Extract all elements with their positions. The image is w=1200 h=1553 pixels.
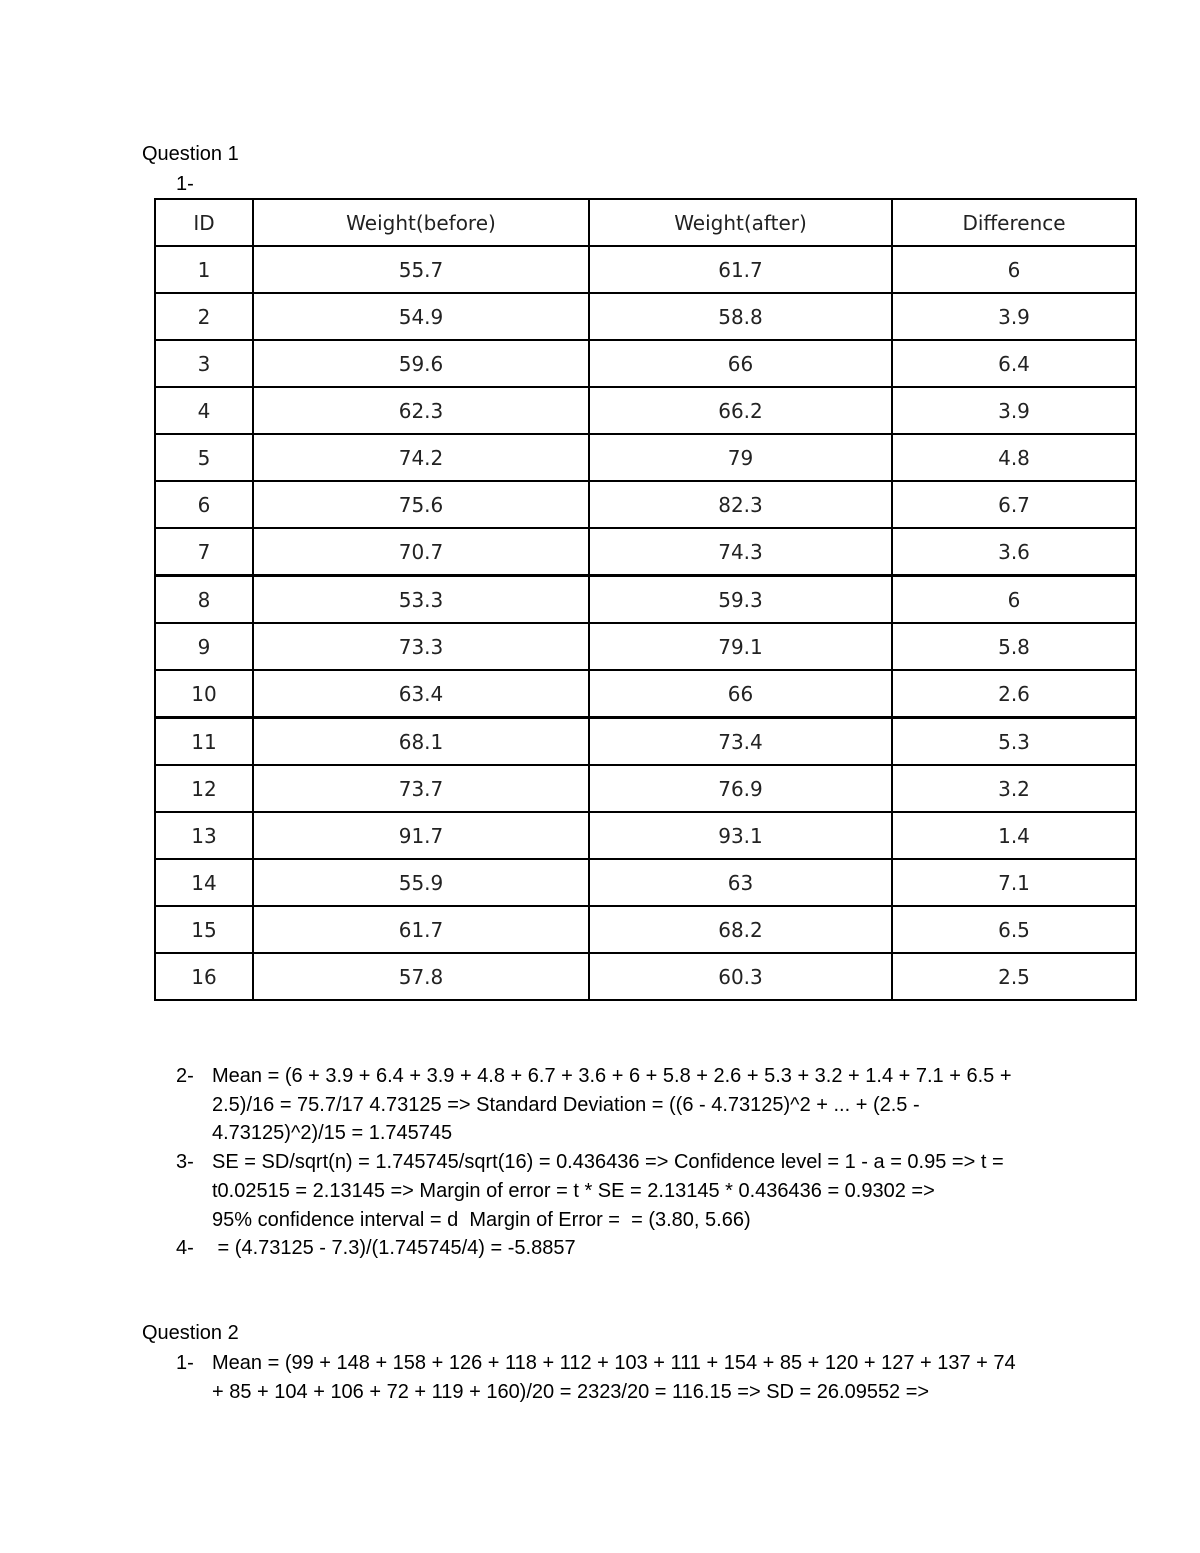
cell-weight-after: 66.2 <box>589 387 892 434</box>
answer-line: Mean = (99 + 148 + 158 + 126 + 118 + 112 + 103 + 111 + 154 + 85 + 120 + 127 + 137 + 74 <box>212 1352 1016 1374</box>
table-row <box>155 340 1136 387</box>
cell-weight-after: 76.9 <box>589 765 892 812</box>
cell-difference: 5.3 <box>892 718 1136 766</box>
table-row <box>155 246 1136 293</box>
weight-table-body <box>155 246 1136 1000</box>
cell-id: 10 <box>155 670 253 718</box>
cell-weight-after: 82.3 <box>589 481 892 528</box>
table-row <box>155 623 1136 670</box>
weight-table-header <box>155 199 1136 246</box>
cell-weight-before: 54.9 <box>253 293 589 340</box>
cell-id: 7 <box>155 528 253 576</box>
cell-weight-before: 75.6 <box>253 481 589 528</box>
cell-weight-after: 58.8 <box>589 293 892 340</box>
cell-id: 9 <box>155 623 253 670</box>
header-weight-after: Weight(after) <box>589 199 892 246</box>
cell-weight-before: 68.1 <box>253 718 589 766</box>
answer-line: 2.5)/16 = 75.7/17 4.73125 => Standard Deviation = ((6 - 4.73125)^2 + ... + (2.5 - <box>212 1093 920 1116</box>
cell-weight-after: 66 <box>589 340 892 387</box>
answer-line: 95% confidence interval = d Margin of Error = = (3.80, 5.66) <box>212 1208 751 1231</box>
cell-id: 13 <box>155 812 253 859</box>
cell-difference: 6.7 <box>892 481 1136 528</box>
answer-item <box>176 1349 1076 1406</box>
answer-line: + 85 + 104 + 106 + 72 + 119 + 160)/20 = 2323/20 = 116.15 => SD = 26.09552 => <box>212 1380 930 1403</box>
answer-number: 1- <box>176 1352 194 1374</box>
cell-id: 3 <box>155 340 253 387</box>
cell-weight-after: 79.1 <box>589 623 892 670</box>
answer-number: 3- <box>176 1151 194 1174</box>
cell-weight-after: 59.3 <box>589 576 892 624</box>
cell-weight-before: 59.6 <box>253 340 589 387</box>
cell-id: 16 <box>155 953 253 1000</box>
table-row <box>155 906 1136 953</box>
cell-difference: 6.4 <box>892 340 1136 387</box>
cell-id: 14 <box>155 859 253 906</box>
question-1-part-1-label: 1- <box>176 173 194 195</box>
cell-weight-after: 66 <box>589 670 892 718</box>
weight-table <box>154 198 1137 1001</box>
question-1-answers <box>176 1062 1076 1263</box>
cell-weight-before: 62.3 <box>253 387 589 434</box>
cell-id: 2 <box>155 293 253 340</box>
table-row <box>155 528 1136 576</box>
answer-line: = (4.73125 - 7.3)/(1.745745/4) = -5.8857 <box>212 1237 576 1260</box>
cell-difference: 6 <box>892 576 1136 624</box>
table-row <box>155 293 1136 340</box>
answer-number: 2- <box>176 1065 194 1087</box>
cell-weight-before: 63.4 <box>253 670 589 718</box>
table-row <box>155 434 1136 481</box>
cell-weight-after: 93.1 <box>589 812 892 859</box>
cell-difference: 6.5 <box>892 906 1136 953</box>
cell-weight-before: 73.7 <box>253 765 589 812</box>
cell-weight-before: 70.7 <box>253 528 589 576</box>
cell-difference: 5.8 <box>892 623 1136 670</box>
question-2-heading: Question 2 <box>142 1322 239 1344</box>
answer-item <box>176 1062 1076 1148</box>
table-row <box>155 670 1136 718</box>
cell-weight-before: 53.3 <box>253 576 589 624</box>
cell-difference: 3.9 <box>892 293 1136 340</box>
table-row <box>155 765 1136 812</box>
cell-weight-after: 73.4 <box>589 718 892 766</box>
header-weight-before: Weight(before) <box>253 199 589 246</box>
cell-difference: 3.6 <box>892 528 1136 576</box>
answer-line: t0.02515 = 2.13145 => Margin of error = t * SE = 2.13145 * 0.436436 = 0.9302 => <box>212 1179 935 1202</box>
cell-difference: 4.8 <box>892 434 1136 481</box>
table-row <box>155 718 1136 766</box>
table-row <box>155 859 1136 906</box>
cell-weight-before: 91.7 <box>253 812 589 859</box>
cell-id: 12 <box>155 765 253 812</box>
table-header-row <box>155 199 1136 246</box>
cell-id: 15 <box>155 906 253 953</box>
cell-difference: 3.2 <box>892 765 1136 812</box>
cell-weight-after: 63 <box>589 859 892 906</box>
answer-line: 4.73125)^2)/15 = 1.745745 <box>212 1122 453 1145</box>
answer-line: Mean = (6 + 3.9 + 6.4 + 3.9 + 4.8 + 6.7 + 3.6 + 6 + 5.8 + 2.6 + 5.3 + 3.2 + 1.4 + 7.1 + 6.5 + <box>212 1065 1012 1087</box>
table-row <box>155 953 1136 1000</box>
header-difference: Difference <box>892 199 1136 246</box>
cell-difference: 1.4 <box>892 812 1136 859</box>
cell-id: 5 <box>155 434 253 481</box>
cell-weight-before: 55.9 <box>253 859 589 906</box>
cell-id: 4 <box>155 387 253 434</box>
question-1-heading: Question 1 <box>142 143 239 165</box>
answer-line: SE = SD/sqrt(n) = 1.745745/sqrt(16) = 0.436436 => Confidence level = 1 - a = 0.95 => t = <box>212 1151 1004 1174</box>
cell-difference: 3.9 <box>892 387 1136 434</box>
table-row <box>155 812 1136 859</box>
cell-id: 11 <box>155 718 253 766</box>
table-row <box>155 387 1136 434</box>
answer-item <box>176 1148 1076 1234</box>
answer-number: 4- <box>176 1237 194 1260</box>
cell-weight-before: 61.7 <box>253 906 589 953</box>
answer-item <box>176 1234 1076 1263</box>
header-id: ID <box>155 199 253 246</box>
cell-weight-after: 74.3 <box>589 528 892 576</box>
cell-difference: 2.5 <box>892 953 1136 1000</box>
cell-weight-before: 73.3 <box>253 623 589 670</box>
cell-weight-after: 68.2 <box>589 906 892 953</box>
cell-weight-before: 55.7 <box>253 246 589 293</box>
cell-weight-before: 57.8 <box>253 953 589 1000</box>
cell-difference: 7.1 <box>892 859 1136 906</box>
cell-weight-after: 79 <box>589 434 892 481</box>
question-2-answers <box>176 1349 1076 1406</box>
cell-id: 1 <box>155 246 253 293</box>
cell-weight-after: 60.3 <box>589 953 892 1000</box>
cell-weight-after: 61.7 <box>589 246 892 293</box>
cell-weight-before: 74.2 <box>253 434 589 481</box>
cell-id: 6 <box>155 481 253 528</box>
table-row <box>155 576 1136 624</box>
cell-difference: 2.6 <box>892 670 1136 718</box>
cell-difference: 6 <box>892 246 1136 293</box>
cell-id: 8 <box>155 576 253 624</box>
table-row <box>155 481 1136 528</box>
